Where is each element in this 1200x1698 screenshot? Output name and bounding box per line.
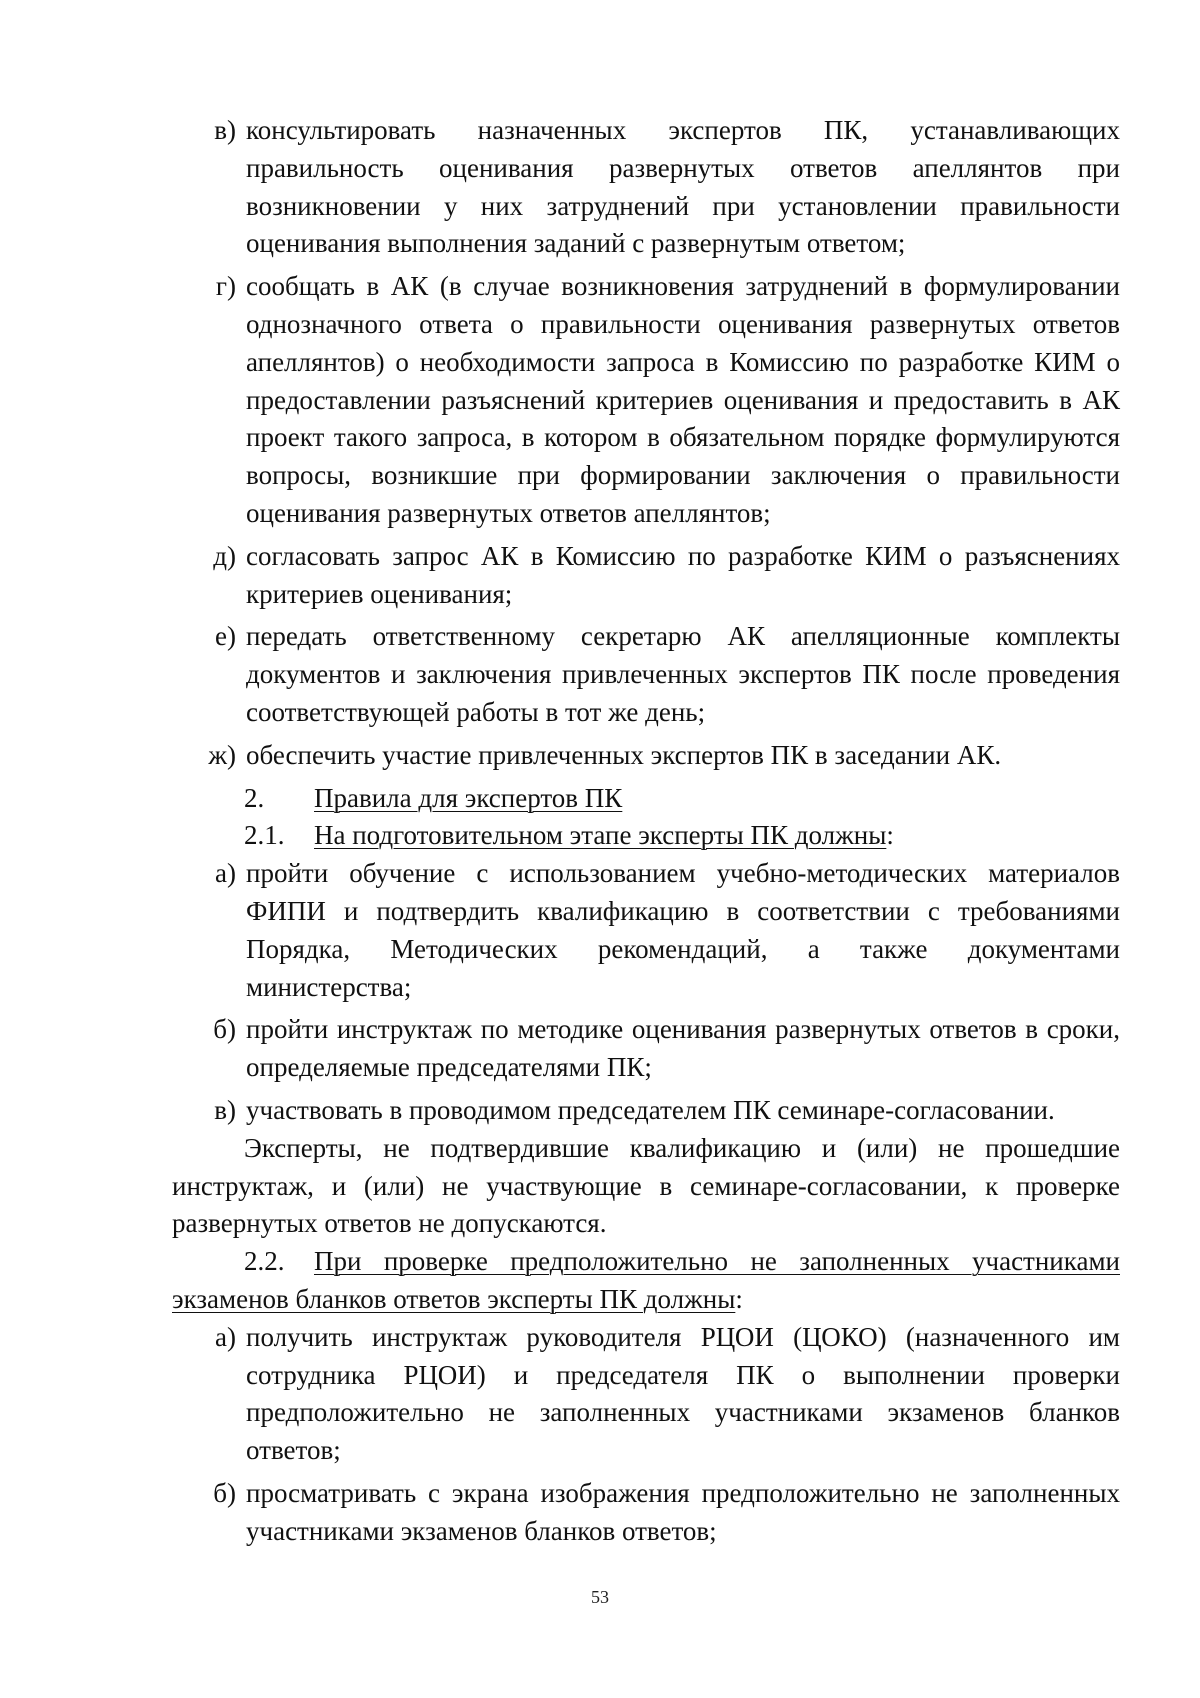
section-number: 2.2. xyxy=(244,1246,285,1277)
list-item-text: пройти обучение с использованием учебно-методических материалов ФИПИ и подтвердить квалификацию в соответствии с требованиями Порядка, Методических рекомендаций, а также документами министерства; xyxy=(246,858,1120,1002)
list-item-text: просматривать с экрана изображения предположительно не заполненных участниками экзаменов бланков ответов; xyxy=(246,1477,1120,1546)
list-marker: е) xyxy=(215,621,236,652)
list-item xyxy=(172,737,1120,775)
list-item xyxy=(172,1319,1120,1470)
list-marker: б) xyxy=(213,1477,236,1508)
list-marker: а) xyxy=(215,1321,236,1352)
list-marker: в) xyxy=(214,1094,236,1125)
list-item-text: обеспечить участие привлеченных экспертов ПК в заседании АК. xyxy=(246,739,1002,770)
list-item-text: согласовать запрос АК в Комиссию по разработке КИМ о разъяснениях критериев оценивания; xyxy=(246,540,1120,609)
list-item xyxy=(172,1011,1120,1087)
list-item xyxy=(172,855,1120,1006)
list-marker: б) xyxy=(213,1014,236,1045)
list-marker: а) xyxy=(215,858,236,889)
section-title: Правила для экспертов ПК xyxy=(314,782,623,813)
page-content xyxy=(172,112,1120,1555)
list-item xyxy=(172,1092,1120,1130)
list-item xyxy=(172,268,1120,533)
list-item xyxy=(172,538,1120,614)
list-marker: ж) xyxy=(208,739,236,770)
page-number: 53 xyxy=(591,1587,609,1607)
list-marker: г) xyxy=(215,271,236,302)
section-title-colon: : xyxy=(735,1283,743,1314)
section-title: При проверке предположительно не заполненных участниками экзаменов бланков ответов эксперты ПК должны xyxy=(172,1246,1120,1314)
list-item-text: пройти инструктаж по методике оценивания развернутых ответов в сроки, определяемые председателями ПК; xyxy=(246,1014,1120,1083)
section-title: На подготовительном этапе эксперты ПК должны xyxy=(314,820,887,851)
list-item xyxy=(172,618,1120,731)
section-title-colon: : xyxy=(886,820,894,851)
list-marker: в) xyxy=(214,115,236,145)
list-item xyxy=(172,112,1120,263)
list-marker: д) xyxy=(213,540,236,571)
list-item-text: передать ответственному секретарю АК апелляционные комплекты документов и заключения привлеченных экспертов ПК после проведения соответствующей работы в тот же день; xyxy=(246,621,1120,727)
body-paragraph: Эксперты, не подтвердившие квалификацию и (или) не прошедшие инструктаж, и (или) не участвующие в семинаре-согласовании, к проверке развернутых ответов не допускаются. xyxy=(172,1132,1120,1239)
section-heading-2-2 xyxy=(172,1243,1120,1319)
list-item-text: консультировать назначенных экспертов ПК, устанавливающих правильность оценивания развернутых ответов апеллянтов при возникновении у них затруднений при установлении правильности оценивания выполнения заданий с развернутым ответом; xyxy=(246,115,1120,259)
section-heading-2 xyxy=(172,780,1120,818)
section-number: 2. xyxy=(244,782,265,813)
section-heading-2-1 xyxy=(172,817,1120,855)
list-item-text: сообщать в АК (в случае возникновения затруднений в формулировании однозначного ответа о правильности оценивания развернутых ответов апеллянтов) о необходимости запроса в Комиссию по разработке КИМ о предоставлении разъяснений критериев оценивания и предоставить в АК проект такого запроса, в котором в обязательном порядке формулируются вопросы, возникшие при формировании заключения о правильности оценивания развернутых ответов апеллянтов; xyxy=(246,271,1120,528)
list-item-text: участвовать в проводимом председателем ПК семинаре-согласовании. xyxy=(246,1094,1055,1125)
list-item-text: получить инструктаж руководителя РЦОИ (ЦОКО) (назначенного им сотрудника РЦОИ) и председателя ПК о выполнении проверки предположительно не заполненных участниками экзаменов бланков ответов; xyxy=(246,1321,1120,1466)
section-number: 2.1. xyxy=(244,820,285,851)
list-item xyxy=(172,1475,1120,1551)
